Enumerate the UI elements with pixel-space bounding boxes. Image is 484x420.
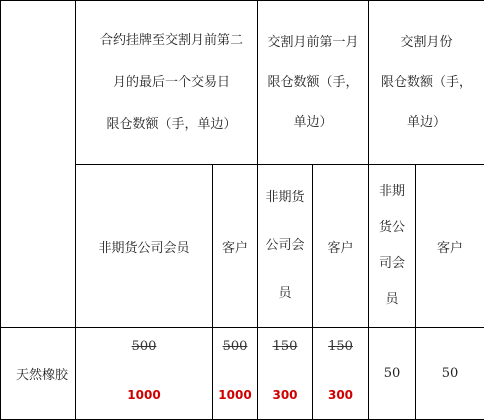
subheader-delivery-client: 客户	[416, 165, 484, 328]
pre-client-old-value: 150	[328, 339, 353, 354]
subheader-delivery-member-line-4: 员	[385, 292, 399, 307]
header-pre-line-1: 交割月前第一月	[267, 34, 359, 50]
header-pre-delivery-month	[258, 1, 369, 165]
header-early-line-3: 限仓数额（手，单边）	[106, 116, 237, 132]
pre-member-old-value: 150	[272, 339, 298, 354]
subheader-pre-member-line-3: 员	[278, 286, 292, 301]
header-early-line-1: 合约挂牌至交割月前第二	[100, 32, 244, 48]
subheader-delivery-member-line-2: 货公	[379, 220, 406, 235]
pre-member-limit	[258, 328, 313, 420]
header-delivery-line-3: 单边）	[407, 114, 447, 130]
subheader-pre-member-line-1: 非期货	[265, 190, 305, 205]
header-early-line-2: 月的最后一个交易日	[113, 74, 231, 90]
pre-client-limit	[313, 328, 369, 420]
subheader-delivery-member-line-3: 司会	[379, 256, 406, 271]
product-name: 天然橡胶	[1, 328, 76, 420]
subheader-pre-client: 客户	[313, 165, 369, 328]
header-pre-line-2: 限仓数额（手，	[267, 74, 359, 90]
header-delivery-month	[369, 1, 484, 165]
delivery-client-limit: 50	[416, 328, 484, 420]
header-pre-line-3: 单边）	[293, 114, 333, 130]
early-client-new-value: 1000	[218, 388, 252, 402]
early-member-limit	[76, 328, 213, 420]
subheader-early-client: 客户	[213, 165, 258, 328]
early-client-old-value: 500	[222, 339, 248, 354]
pre-member-new-value: 300	[272, 388, 298, 402]
subheader-delivery-member	[369, 165, 416, 328]
early-client-limit	[213, 328, 258, 420]
pre-client-new-value: 300	[327, 388, 354, 402]
subheader-pre-member-line-2: 公司会	[265, 238, 305, 253]
header-early-period	[76, 1, 258, 165]
subheader-early-member: 非期货公司会员	[76, 165, 213, 328]
corner-cell	[1, 1, 76, 328]
subheader-delivery-member-line-1: 非期	[379, 184, 406, 199]
early-member-new-value: 1000	[127, 388, 161, 402]
header-delivery-line-2: 限仓数额（手，	[381, 74, 473, 90]
header-delivery-line-1: 交割月份	[400, 34, 453, 50]
delivery-member-limit: 50	[369, 328, 416, 420]
subheader-pre-member	[258, 165, 313, 328]
early-member-old-value: 500	[131, 339, 157, 354]
